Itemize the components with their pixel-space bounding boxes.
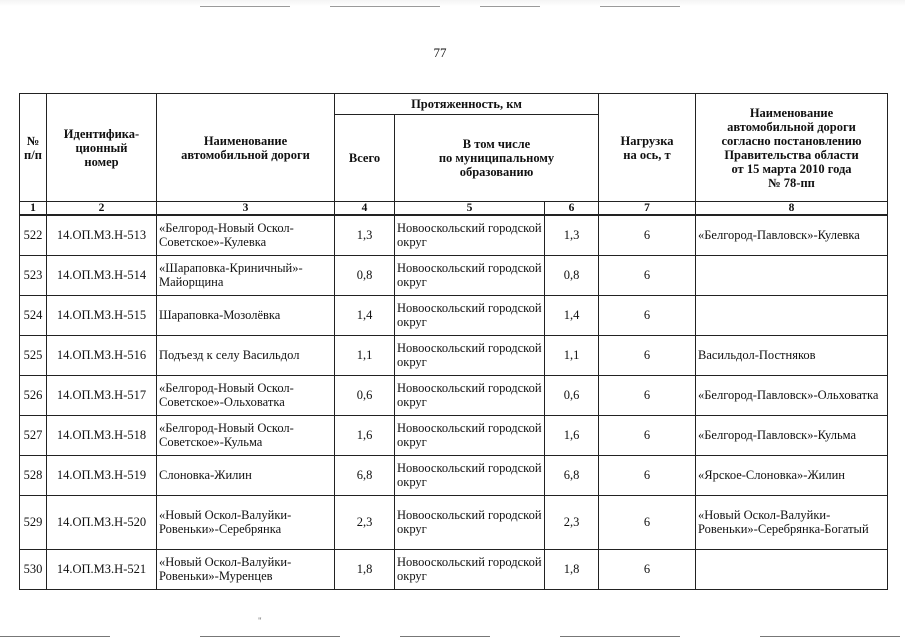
table-row [20, 415, 888, 455]
cell-total-km: 2,3 [335, 495, 395, 549]
cell-road-name: «Белгород-Новый Оскол-Советское»-Ольховатка [157, 375, 335, 415]
column-index: 8 [696, 202, 888, 216]
cell-road-name: «Белгород-Новый Оскол-Советское»-Кульма [157, 415, 335, 455]
cell-municipal-km: 0,6 [545, 375, 599, 415]
cell-municipality: Новооскольский городской округ [395, 255, 545, 295]
header-num: № п/п [20, 94, 47, 202]
cell-decree-name: «Новый Оскол-Валуйки-Ровеньки»-Серебрянка-Богатый [696, 495, 888, 549]
cell-num: 523 [20, 255, 47, 295]
cell-decree-name [696, 255, 888, 295]
column-index: 3 [157, 202, 335, 216]
column-index: 4 [335, 202, 395, 216]
cell-municipal-km: 1,8 [545, 549, 599, 589]
scan-artifact-line [330, 6, 440, 7]
roads-table [19, 93, 888, 590]
table-row [20, 549, 888, 589]
cell-id: 14.ОП.МЗ.Н-518 [47, 415, 157, 455]
cell-decree-name: Васильдол-Постняков [696, 335, 888, 375]
table-row [20, 255, 888, 295]
cell-municipality: Новооскольский городской округ [395, 549, 545, 589]
cell-id: 14.ОП.МЗ.Н-521 [47, 549, 157, 589]
cell-num: 530 [20, 549, 47, 589]
cell-decree-name: «Белгород-Павловск»-Кульма [696, 415, 888, 455]
scan-artifact-line [760, 636, 900, 637]
cell-road-name: «Белгород-Новый Оскол-Советское»-Кулевка [157, 215, 335, 255]
table-row [20, 295, 888, 335]
cell-municipality: Новооскольский городской округ [395, 415, 545, 455]
cell-total-km: 1,4 [335, 295, 395, 335]
header-length: Протяженность, км [335, 94, 599, 115]
column-index-row [20, 202, 888, 216]
cell-total-km: 0,8 [335, 255, 395, 295]
cell-road-name: «Новый Оскол-Валуйки-Ровеньки»-Серебрянка [157, 495, 335, 549]
cell-municipal-km: 6,8 [545, 455, 599, 495]
column-index: 7 [599, 202, 696, 216]
table-row [20, 375, 888, 415]
cell-axle-load: 6 [599, 455, 696, 495]
cell-decree-name: «Белгород-Павловск»-Ольховатка [696, 375, 888, 415]
cell-municipal-km: 1,3 [545, 215, 599, 255]
cell-axle-load: 6 [599, 295, 696, 335]
table-row [20, 215, 888, 255]
header-id: Идентифика- ционный номер [47, 94, 157, 202]
cell-axle-load: 6 [599, 549, 696, 589]
header-municipal: В том числе по муниципальному образованию [395, 115, 599, 202]
column-index: 6 [545, 202, 599, 216]
cell-municipality: Новооскольский городской округ [395, 375, 545, 415]
table-row [20, 495, 888, 549]
cell-id: 14.ОП.МЗ.Н-517 [47, 375, 157, 415]
cell-road-name: Подъезд к селу Васильдол [157, 335, 335, 375]
header-decree-name: Наименование автомобильной дороги согласно постановлению Правительства области от 15 марта 2010 года № 78-пп [696, 94, 888, 202]
cell-id: 14.ОП.МЗ.Н-516 [47, 335, 157, 375]
column-index: 2 [47, 202, 157, 216]
scan-speck: " [258, 616, 262, 626]
scan-edge-top [0, 0, 905, 6]
cell-municipal-km: 2,3 [545, 495, 599, 549]
header-road-name: Наименование автомобильной дороги [157, 94, 335, 202]
column-index: 1 [20, 202, 47, 216]
cell-id: 14.ОП.МЗ.Н-515 [47, 295, 157, 335]
cell-municipal-km: 1,1 [545, 335, 599, 375]
scan-artifact-line [480, 6, 540, 7]
cell-municipality: Новооскольский городской округ [395, 335, 545, 375]
cell-decree-name [696, 549, 888, 589]
cell-decree-name: «Белгород-Павловск»-Кулевка [696, 215, 888, 255]
cell-total-km: 1,1 [335, 335, 395, 375]
cell-municipal-km: 1,4 [545, 295, 599, 335]
cell-axle-load: 6 [599, 255, 696, 295]
cell-num: 528 [20, 455, 47, 495]
cell-decree-name [696, 295, 888, 335]
cell-total-km: 0,6 [335, 375, 395, 415]
cell-total-km: 1,8 [335, 549, 395, 589]
cell-municipality: Новооскольский городской округ [395, 495, 545, 549]
cell-municipal-km: 1,6 [545, 415, 599, 455]
scan-artifact-line [400, 636, 490, 637]
scan-artifact-line [560, 636, 680, 637]
column-index: 5 [395, 202, 545, 216]
cell-axle-load: 6 [599, 415, 696, 455]
table-row [20, 455, 888, 495]
cell-road-name: «Шараповка-Криничный»-Майорщина [157, 255, 335, 295]
scan-artifact-line [200, 636, 340, 637]
scan-artifact-line [200, 6, 290, 7]
cell-num: 529 [20, 495, 47, 549]
cell-num: 522 [20, 215, 47, 255]
cell-municipal-km: 0,8 [545, 255, 599, 295]
cell-id: 14.ОП.МЗ.Н-519 [47, 455, 157, 495]
cell-municipality: Новооскольский городской округ [395, 455, 545, 495]
scan-artifact-line [0, 636, 110, 637]
cell-num: 526 [20, 375, 47, 415]
cell-total-km: 6,8 [335, 455, 395, 495]
cell-id: 14.ОП.МЗ.Н-513 [47, 215, 157, 255]
cell-road-name: Слоновка-Жилин [157, 455, 335, 495]
cell-num: 525 [20, 335, 47, 375]
cell-id: 14.ОП.МЗ.Н-514 [47, 255, 157, 295]
cell-total-km: 1,3 [335, 215, 395, 255]
cell-id: 14.ОП.МЗ.Н-520 [47, 495, 157, 549]
cell-municipality: Новооскольский городской округ [395, 215, 545, 255]
header-axle-load: Нагрузка на ось, т [599, 94, 696, 202]
cell-municipality: Новооскольский городской округ [395, 295, 545, 335]
page-number: 77 [433, 45, 447, 60]
cell-axle-load: 6 [599, 495, 696, 549]
scan-artifact-line [600, 6, 680, 7]
cell-road-name: «Новый Оскол-Валуйки-Ровеньки»-Муренцев [157, 549, 335, 589]
cell-decree-name: «Ярское-Слоновка»-Жилин [696, 455, 888, 495]
cell-axle-load: 6 [599, 215, 696, 255]
cell-axle-load: 6 [599, 335, 696, 375]
cell-road-name: Шараповка-Мозолёвка [157, 295, 335, 335]
cell-num: 524 [20, 295, 47, 335]
header-total: Всего [335, 115, 395, 202]
table-row [20, 335, 888, 375]
cell-total-km: 1,6 [335, 415, 395, 455]
cell-num: 527 [20, 415, 47, 455]
cell-axle-load: 6 [599, 375, 696, 415]
